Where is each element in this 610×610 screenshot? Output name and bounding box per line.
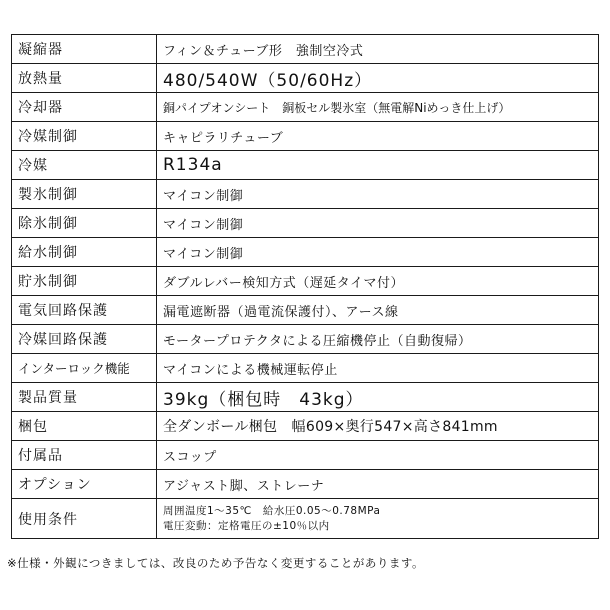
spec-value: 全ダンボール梱包 幅609×奥行547×高さ841mm [157,412,599,441]
spec-row-evaporator [12,93,599,122]
spec-label: 付属品 [12,441,157,470]
spec-row-condenser [12,35,599,64]
spec-row-product-weight [12,383,599,412]
spec-label: 製氷制御 [12,180,157,209]
spec-value: マイコンによる機械運転停止 [157,354,599,383]
spec-value: マイコン制御 [157,209,599,238]
spec-row-ice-making-control [12,180,599,209]
spec-row-usage-conditions [12,499,599,539]
spec-row-refrigerant-control [12,122,599,151]
footnote: ※仕様・外観につきましては、改良のため予告なく変更することがあります。 [7,556,424,570]
spec-label: 冷媒 [12,151,157,180]
spec-label: 電気回路保護 [12,296,157,325]
spec-value: スコップ [157,441,599,470]
spec-value: マイコン制御 [157,180,599,209]
spec-value: キャピラリチューブ [157,122,599,151]
spec-label: 冷媒制御 [12,122,157,151]
spec-table [11,34,599,539]
spec-value: アジャスト脚、ストレーナ [157,470,599,499]
spec-label: 使用条件 [12,499,157,539]
spec-row-refrigerant-circuit-protection [12,325,599,354]
spec-value: マイコン制御 [157,238,599,267]
spec-value [157,499,599,539]
usage-condition-line-2: 電圧変動：定格電圧の±10％以内 [163,519,330,532]
spec-label: 放熱量 [12,64,157,93]
spec-value: R134a [157,151,599,180]
spec-row-interlock [12,354,599,383]
spec-value: 39kg（梱包時 43kg） [157,383,599,412]
spec-value: 銅パイプオンシート 銅板セル製氷室（無電解Niめっき仕上げ） [157,93,599,122]
spec-value: ダブルレバー検知方式（遅延タイマ付） [157,267,599,296]
spec-row-water-supply-control [12,238,599,267]
spec-label: 梱包 [12,412,157,441]
spec-row-electrical-protection [12,296,599,325]
spec-label: 冷媒回路保護 [12,325,157,354]
spec-row-refrigerant [12,151,599,180]
spec-label: 給水制御 [12,238,157,267]
spec-row-options [12,470,599,499]
spec-row-ice-storage-control [12,267,599,296]
spec-label: インターロック機能 [12,354,157,383]
spec-label: 冷却器 [12,93,157,122]
spec-label: 貯氷制御 [12,267,157,296]
spec-value: モータープロテクタによる圧縮機停止（自動復帰） [157,325,599,354]
spec-value: 480/540W（50/60Hz） [157,64,599,93]
spec-value: フィン＆チューブ形 強制空冷式 [157,35,599,64]
spec-label: 凝縮器 [12,35,157,64]
spec-row-deicing-control [12,209,599,238]
spec-row-heat-output [12,64,599,93]
spec-row-accessories [12,441,599,470]
spec-label: 除氷制御 [12,209,157,238]
spec-label: 製品質量 [12,383,157,412]
spec-row-packaging [12,412,599,441]
spec-label: オプション [12,470,157,499]
usage-condition-line-1: 周囲温度1～35℃ 給水圧0.05～0.78MPa [163,504,381,517]
spec-value: 漏電遮断器（過電流保護付）、アース線 [157,296,599,325]
